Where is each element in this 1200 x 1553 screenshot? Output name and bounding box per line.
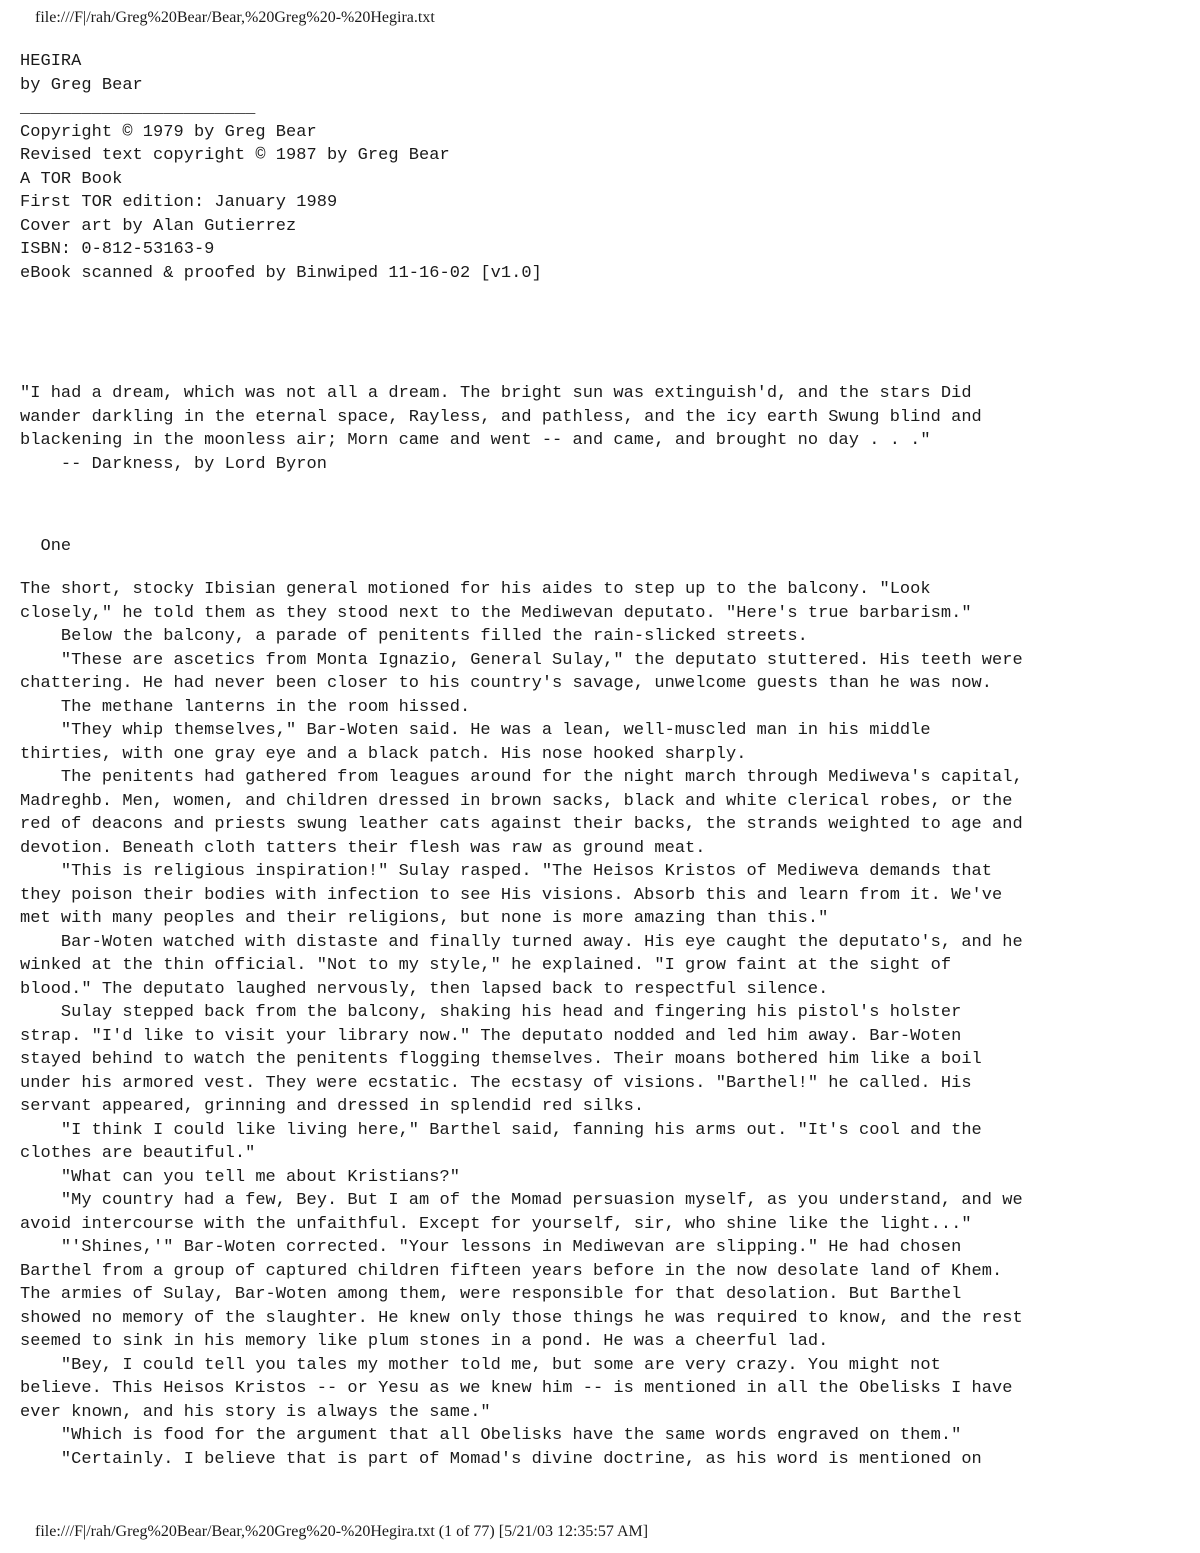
story-line: "I think I could like living here," Barthel said, fanning his arms out. "It's cool and the <box>20 1120 982 1140</box>
story-line: they poison their bodies with infection to see His visions. Absorb this and learn from it. We've <box>20 885 1003 905</box>
story-line: The methane lanterns in the room hissed. <box>20 697 471 717</box>
story-line: Madreghb. Men, women, and children dressed in brown sacks, black and white clerical robes, or the <box>20 791 1013 811</box>
story-line: Sulay stepped back from the balcony, shaking his head and fingering his pistol's holster <box>20 1003 962 1022</box>
page-header-url: file:///F|/rah/Greg%20Bear/Bear,%20Greg%20-%20Hegira.txt <box>35 9 435 26</box>
front-matter-line: by Greg Bear <box>20 75 143 95</box>
story-line: devotion. Beneath cloth tatters their flesh was raw as ground meat. <box>20 838 706 858</box>
story-line: Bar-Woten watched with distaste and finally turned away. His eye caught the deputato's, and he <box>20 932 1023 952</box>
story-line: Barthel from a group of captured children fifteen years before in the now desolate land of Khem. <box>20 1261 1003 1281</box>
story-line: "Bey, I could tell you tales my mother told me, but some are very crazy. You might not <box>20 1355 941 1375</box>
story-line: The armies of Sulay, Bar-Woten among them, were responsible for that desolation. But Barthel <box>20 1285 962 1304</box>
story-line: servant appeared, grinning and dressed in splendid red silks. <box>20 1097 645 1116</box>
front-matter-line: ISBN: 0-812-53163-9 <box>20 240 215 259</box>
front-matter-line: Copyright © 1979 by Greg Bear <box>20 122 317 142</box>
story-line: stayed behind to watch the penitents flogging themselves. Their moans bothered him like a boil <box>20 1050 982 1069</box>
front-matter <box>20 50 542 285</box>
epigraph-line: "I had a dream, which was not all a dream. The bright sun was extinguish'd, and the stars Did <box>20 384 972 403</box>
epigraph <box>20 382 982 476</box>
front-matter-line: First TOR edition: January 1989 <box>20 193 338 212</box>
epigraph-line: -- Darkness, by Lord Byron <box>20 454 327 474</box>
front-matter-line: Cover art by Alan Gutierrez <box>20 216 297 236</box>
story-line: "Which is food for the argument that all Obelisks have the same words engraved on them." <box>20 1426 962 1445</box>
story-line: red of deacons and priests swung leather cats against their backs, the strands weighted to age and <box>20 815 1023 834</box>
story-line: winked at the thin official. "Not to my style," he explained. "I grow faint at the sight of <box>20 956 952 975</box>
story-line: The short, stocky Ibisian general motioned for his aides to step up to the balcony. "Look <box>20 580 931 599</box>
story-line: showed no memory of the slaughter. He knew only those things he was required to know, and the rest <box>20 1308 1023 1328</box>
front-matter-line: A TOR Book <box>20 169 123 189</box>
front-matter-line: HEGIRA <box>20 52 82 71</box>
story-line: ever known, and his story is always the same." <box>20 1402 491 1422</box>
page-footer: file:///F|/rah/Greg%20Bear/Bear,%20Greg%20-%20Hegira.txt (1 of 77) [5/21/03 12:35:57 AM] <box>35 1523 649 1540</box>
story-line: closely," he told them as they stood next to the Mediwevan deputato. "Here's true barbarism." <box>20 603 972 623</box>
story-line: chattering. He had never been closer to his country's savage, unwelcome guests than he was now. <box>20 674 993 693</box>
story-line: "What can you tell me about Kristians?" <box>20 1167 460 1187</box>
story-line: blood." The deputato laughed nervously, then lapsed back to respectful silence. <box>20 979 829 999</box>
story-line: "This is religious inspiration!" Sulay rasped. "The Heisos Kristos of Mediweva demands that <box>20 862 993 881</box>
story-line: believe. This Heisos Kristos -- or Yesu as we knew him -- is mentioned in all the Obelisks I have <box>20 1379 1013 1398</box>
story-line: "Certainly. I believe that is part of Momad's divine doctrine, as his word is mentioned on <box>20 1449 982 1469</box>
front-matter-line: _______________________ <box>20 99 256 118</box>
story-line: clothes are beautiful." <box>20 1144 256 1163</box>
story-text <box>20 578 1023 1471</box>
front-matter-line: eBook scanned & proofed by Binwiped 11-16-02 [v1.0] <box>20 263 542 283</box>
story-line: under his armored vest. They were ecstatic. The ecstasy of visions. "Barthel!" he called. His <box>20 1073 972 1093</box>
story-line: strap. "I'd like to visit your library now." The deputato nodded and led him away. Bar-Woten <box>20 1026 962 1046</box>
story-line: thirties, with one gray eye and a black patch. His nose hooked sharply. <box>20 744 747 764</box>
story-line: Below the balcony, a parade of penitents filled the rain-slicked streets. <box>20 627 808 646</box>
story-line: "'Shines,'" Bar-Woten corrected. "Your lessons in Mediwevan are slipping." He had chosen <box>20 1238 962 1257</box>
front-matter-line: Revised text copyright © 1987 by Greg Bear <box>20 146 450 165</box>
story-line: "My country had a few, Bey. But I am of the Momad persuasion myself, as you understand, and we <box>20 1191 1023 1210</box>
chapter-title: One <box>20 537 72 556</box>
story-line: avoid intercourse with the unfaithful. Except for yourself, sir, who shine like the light..." <box>20 1214 972 1234</box>
story-line: The penitents had gathered from leagues around for the night march through Mediweva's capital, <box>20 768 1023 787</box>
story-line: seemed to sink in his memory like plum stones in a pond. He was a cheerful lad. <box>20 1332 829 1351</box>
epigraph-line: wander darkling in the eternal space, Rayless, and pathless, and the icy earth Swung blind and <box>20 407 982 427</box>
epigraph-line: blackening in the moonless air; Morn came and went -- and came, and brought no day . . ." <box>20 431 931 450</box>
story-line: "These are ascetics from Monta Ignazio, General Sulay," the deputato stuttered. His teeth were <box>20 650 1023 670</box>
story-line: "They whip themselves," Bar-Woten said. He was a lean, well-muscled man in his middle <box>20 721 931 740</box>
story-line: met with many peoples and their religions, but none is more amazing than this." <box>20 909 829 928</box>
